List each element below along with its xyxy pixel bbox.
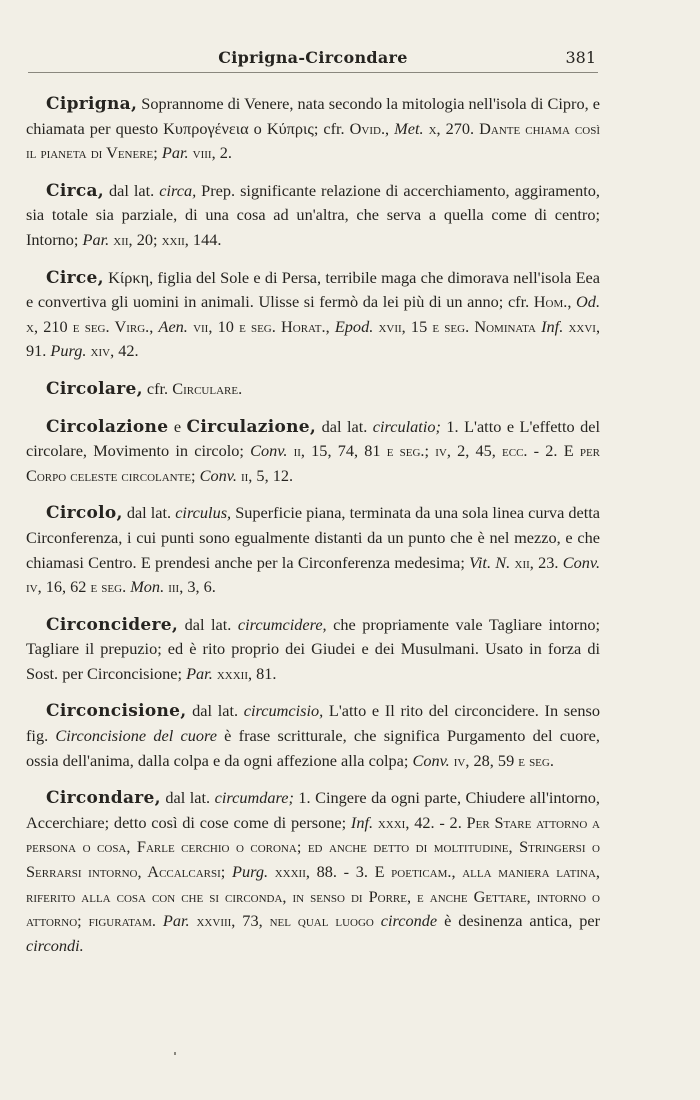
- headword: Circolo,: [46, 503, 123, 524]
- headword: Circoncidere,: [46, 614, 179, 635]
- headword: Circolazione: [46, 416, 169, 437]
- entry-circoncidere: Circoncidere, dal lat. circumcidere, che propriamente vale Tagliare intorno; Tagliare il prepuzio; ed è rito proprio dei Giudei e dei Musulmani. Usato in forza di Sost. per Circoncisione; Par. xxxii, 81.: [26, 614, 600, 683]
- entry-circa: Circa, dal lat. circa, Prep. significante relazione di accerchiamento, aggiramento, sia totale sia parziale, di una cosa ad un'altra, che serva a quella come di centro; Intorno; Par. xii, 20; xxii, 144.: [26, 180, 601, 249]
- running-head: Ciprigna-Circondare: [218, 48, 408, 67]
- headword: Circa,: [46, 180, 105, 201]
- headword: Ciprigna,: [46, 94, 138, 114]
- page-header: [28, 44, 598, 73]
- page-number: 381: [565, 48, 596, 67]
- headword: Circe,: [46, 267, 104, 288]
- entry-circolazione: Circolazione e Circulazione, dal lat. circulatio; 1. L'atto e L'effetto del circolare, Movimento in circolo; Conv. ii, 15, 74, 81 e seg.; iv, 2, 45, ecc. - 2. E per Corpo celeste circolante; Conv. ii, 5, 12.: [26, 416, 601, 485]
- entry-circolare: Circolare, cfr. Circulare.: [46, 378, 243, 399]
- headword: Circolare,: [46, 378, 143, 399]
- entry-circolo: Circolo, dal lat. circulus, Superficie piana, terminata da una sola linea curva detta Circonferenza, i cui punti sono egualmente distanti da un punto che è nel mezzo, e che chiamasi Centro. E prendesi anche per la Circonferenza medesima; Vit. N. xii, 23. Conv. iv, 16, 62 e seg. Mon. iii, 3, 6.: [26, 503, 601, 597]
- headword: Circoncisione,: [46, 701, 187, 722]
- entry-circoncisione: Circoncisione, dal lat. circumcisio, L'atto e Il rito del circoncidere. In senso fig. Circoncisione del cuore è frase scritturale, che significa Purgamento del cuore, ossia dell'anima, dalla colpa e da ogni affezione alla colpa; Conv. iv, 28, 59 e seg.: [26, 701, 600, 770]
- entry-ciprigna: Ciprigna, Soprannome di Venere, nata secondo la mitologia nell'isola di Cipro, e chiamata per questo Κυπρογένεια o Κύπρις; cfr. Ovid., Met. x, 270. Dante chiama così il pianeta di Venere; Par. viii, 2.: [26, 94, 600, 163]
- entry-circondare: Circondare, dal lat. circumdare; 1. Cingere da ogni parte, Chiudere all'intorno, Accerchiare; detto così di cose come di persone; Inf. xxxi, 42. - 2. Per Stare attorno a persona o cosa, Farle cerchio o corona; ed anche detto di moltitudine, Stringersi o Serrarsi intorno, Accalcarsi; Purg. xxxii, 88. - 3. E poeticam., alla maniera latina, riferito alla cosa con che si circonda, in senso di Porre, e anche Gettare, intorno o attorno; figuratam. Par. xxviii, 73, nel qual luogo circonde è desinenza antica, per circondi.: [26, 788, 600, 955]
- headword: Circondare,: [46, 788, 161, 809]
- headword-variant: Circulazione,: [186, 416, 317, 437]
- print-speck: [174, 1052, 176, 1055]
- dictionary-body: [26, 92, 600, 971]
- entry-circe: Circe, Κίρκη, figlia del Sole e di Persa, terribile maga che dimorava nell'isola Eea e convertiva gli uomini in animali. Ulisse si fermò da lei più di un anno; cfr. Hom., Od. x, 210 e seg. Virg., Aen. vii, 10 e seg. Horat., Epod. xvii, 15 e seg. Nominata Inf. xxvi, 91. Purg. xiv, 42.: [26, 267, 601, 361]
